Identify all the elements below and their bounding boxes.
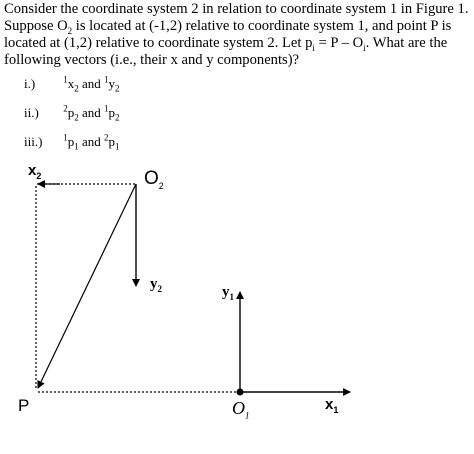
- frame-sup: 2: [63, 103, 68, 114]
- vector-o2-to-p: [38, 184, 136, 388]
- frame-sup: 1: [63, 132, 68, 143]
- vector-sub: 2: [74, 112, 79, 123]
- vector-sub: 2: [115, 83, 120, 94]
- o2-label-sub: 2: [158, 180, 164, 191]
- question-number: i.): [24, 76, 36, 91]
- vector-sub: 2: [74, 83, 79, 94]
- problem-sub-oi: i: [363, 42, 366, 53]
- vector-sub: 1: [115, 141, 120, 152]
- vector-name: p: [67, 105, 75, 120]
- problem-sub-o2: 2: [67, 25, 73, 36]
- vector-name: y: [108, 76, 116, 91]
- vector-sub: 1: [74, 141, 79, 152]
- x2-label-sub: 2: [36, 171, 42, 181]
- p-label: P: [18, 396, 30, 415]
- y2-label-text: y: [150, 276, 158, 292]
- y2-label-sub: 2: [157, 284, 162, 294]
- x2-label-text: x: [28, 162, 37, 179]
- x1-label: [325, 396, 338, 413]
- vector-name: x: [67, 76, 75, 91]
- and-text: and: [78, 134, 105, 149]
- question-number: ii.): [24, 105, 39, 120]
- vector-name: p: [67, 134, 75, 149]
- and-text: and: [78, 105, 105, 120]
- y1-label: [222, 284, 234, 301]
- problem-sentence-2d: . What are the following vectors (i.e., their x and y components)?: [4, 35, 448, 68]
- vector-name: p: [108, 105, 116, 120]
- o1-label-text: O: [232, 398, 245, 418]
- problem-sentence-2c: = P – O: [314, 35, 364, 51]
- x2-label: [28, 162, 41, 179]
- o1-label: [232, 398, 250, 419]
- frame-sup: 2: [104, 132, 109, 143]
- y2-label: [150, 276, 162, 293]
- vector-name: p: [108, 134, 116, 149]
- o2-label: [144, 168, 164, 190]
- o2-label-text: O: [144, 168, 159, 189]
- and-text: and: [78, 76, 105, 91]
- problem-sentence-2b: is located at (-1,2) relative to coordinate system 1, and point P is located at (1,2) relative to coordinate system 2. Let p: [4, 18, 452, 51]
- o1-label-sub: 1: [245, 410, 250, 421]
- x1-label-text: x: [325, 396, 334, 413]
- origin-o1-dot: [237, 389, 244, 396]
- problem-sentence-2a: Suppose O: [4, 18, 68, 34]
- frame-sup: 1: [104, 103, 109, 114]
- x1-label-sub: 1: [333, 405, 339, 415]
- question-number: iii.): [24, 134, 43, 149]
- problem-sentence-1: Consider the coordinate system 2 in relation to coordinate system 1 in Figure 1.: [4, 1, 469, 17]
- y1-label-text: y: [222, 284, 230, 300]
- frame-sup: 1: [104, 74, 109, 85]
- problem-sub-pi: i: [312, 42, 315, 53]
- vector-sub: 2: [115, 112, 120, 123]
- frame-sup: 1: [63, 74, 68, 85]
- y1-label-sub: 1: [229, 292, 234, 302]
